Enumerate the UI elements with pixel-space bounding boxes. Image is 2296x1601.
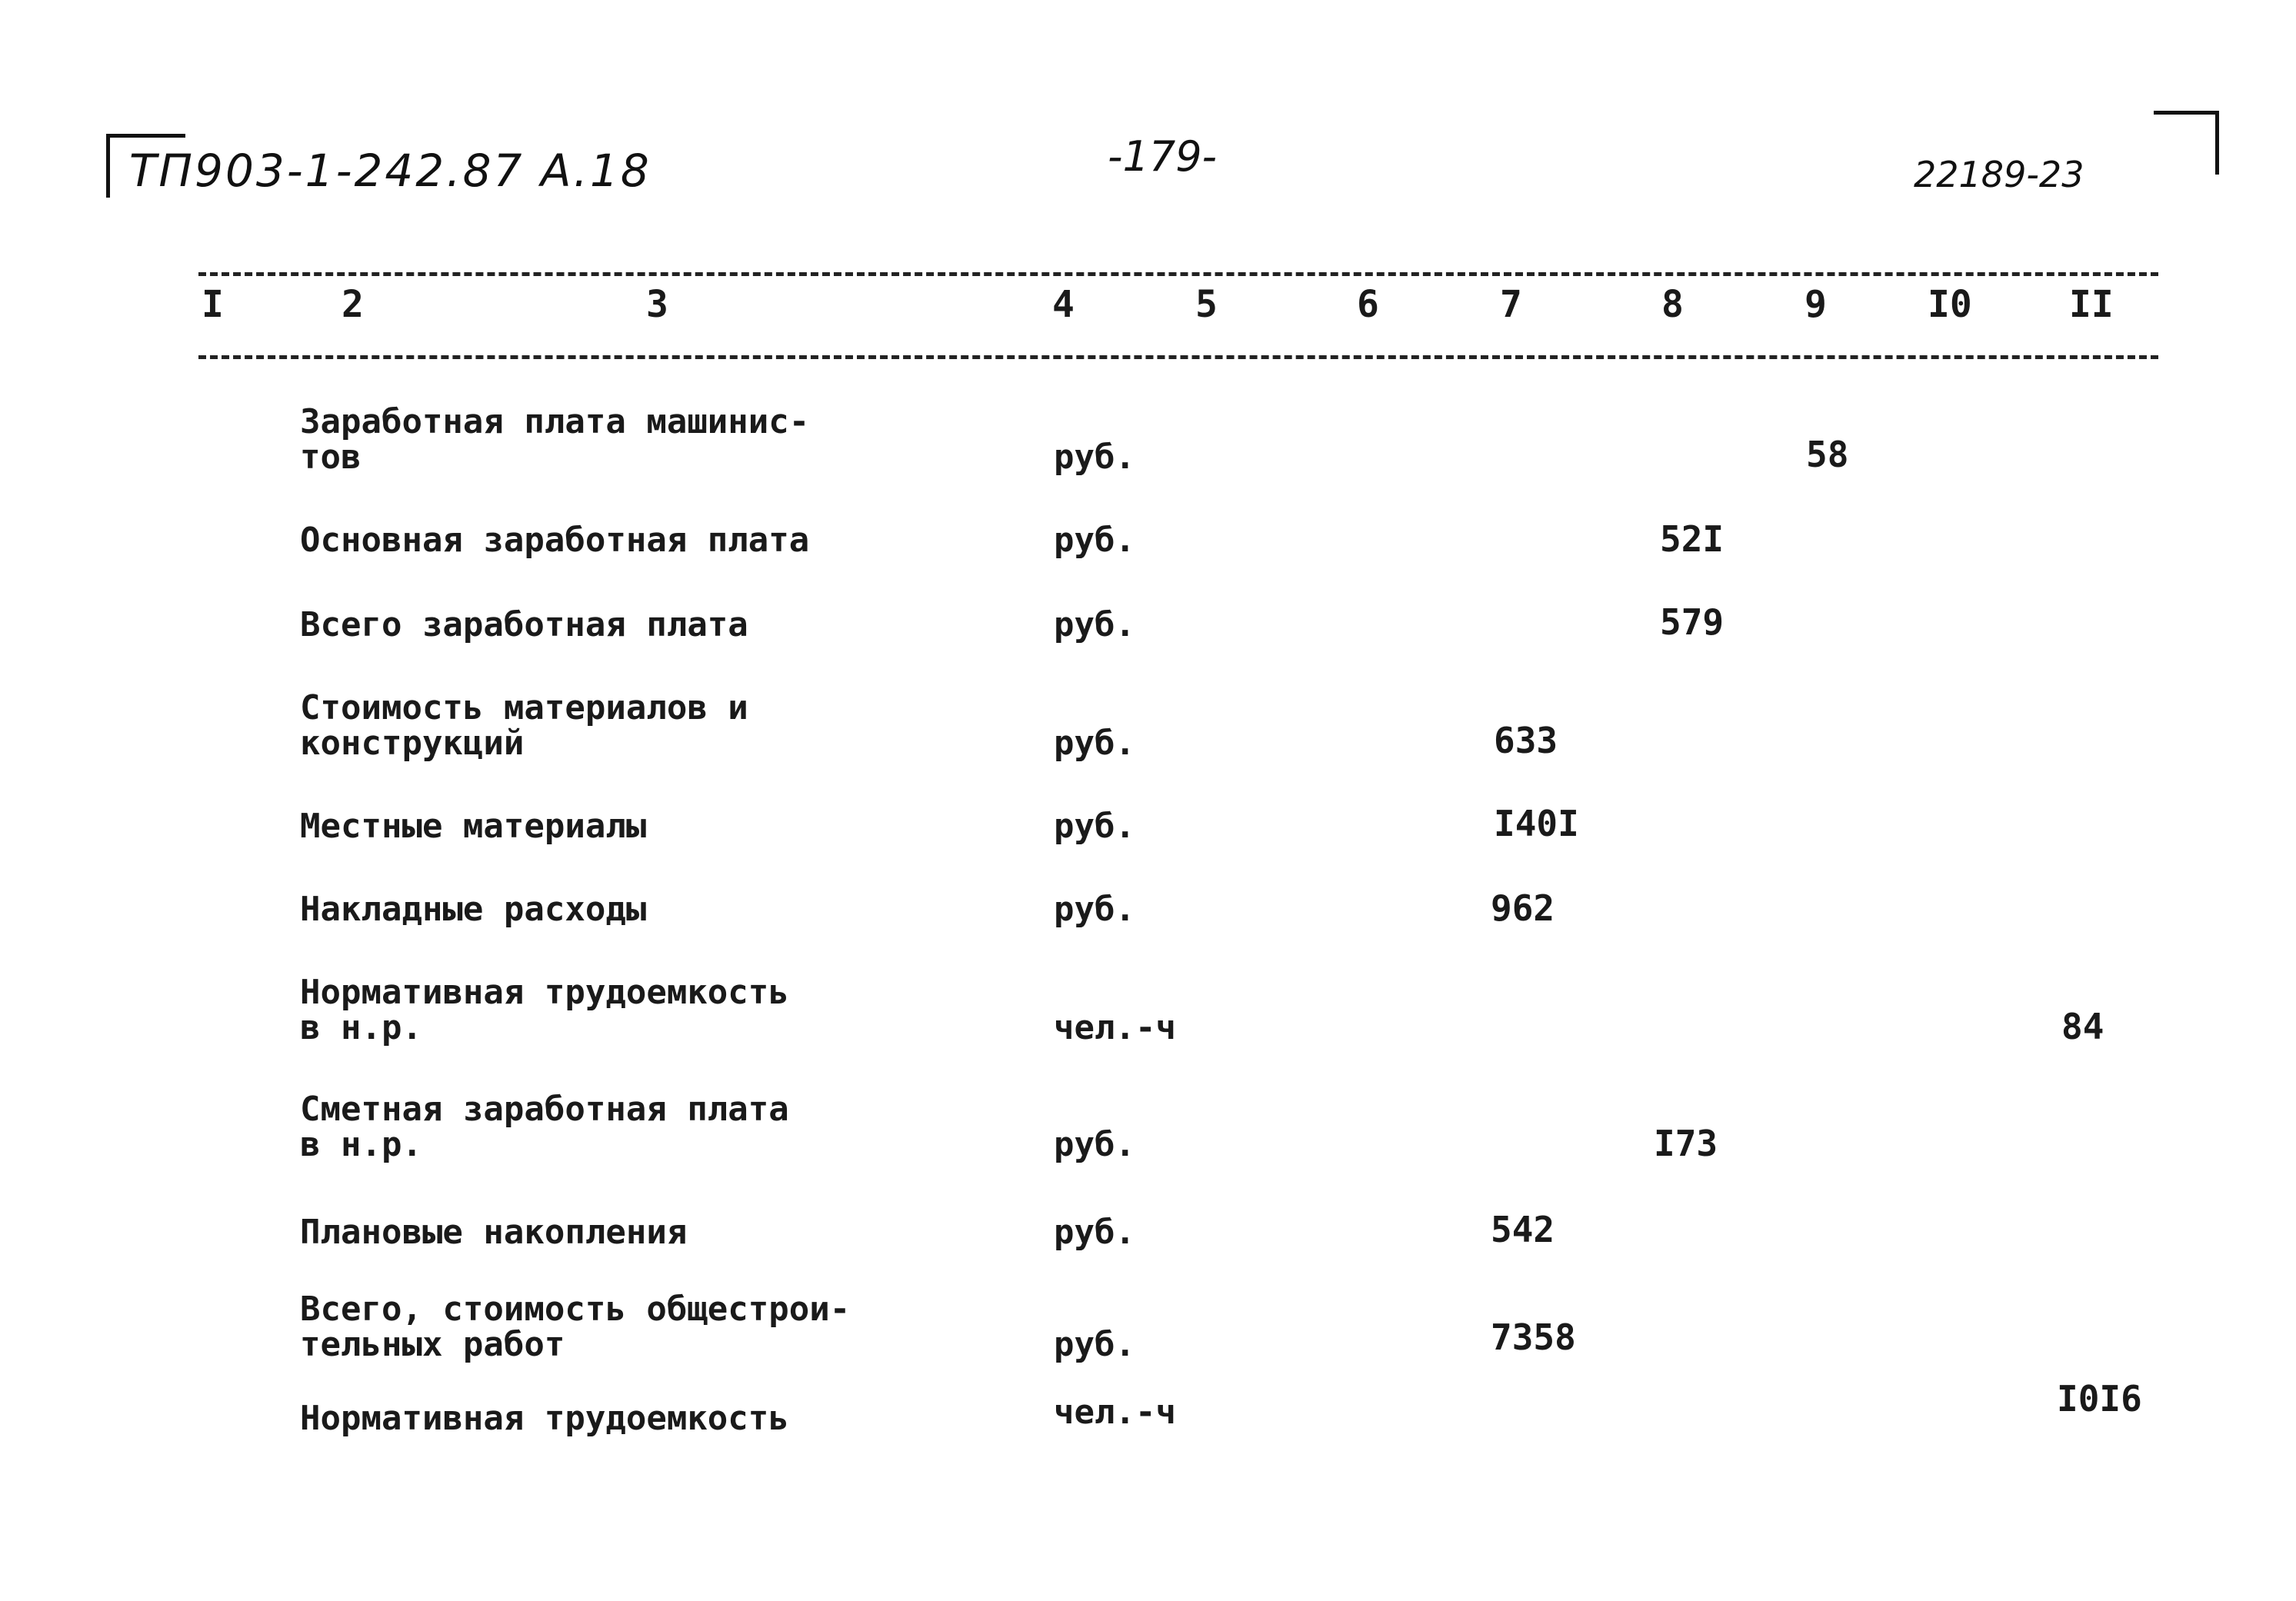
row-name: Стоимость материалов и конструкций [300, 688, 748, 763]
row-name: Нормативная трудоемкость [300, 1399, 789, 1438]
row-value: 542 [1491, 1209, 1555, 1250]
row-name: Местные материалы [300, 807, 647, 846]
corner-mark-right [2154, 111, 2219, 175]
row-value: I40I [1494, 803, 1579, 844]
row-value: 579 [1660, 601, 1724, 643]
row-name: Всего, стоимость общестрои- тельных работ [300, 1290, 851, 1364]
row-name: Накладные расходы [300, 890, 647, 929]
column-number-5: 5 [1195, 283, 1218, 326]
row-value: 7358 [1491, 1316, 1576, 1358]
row-unit: руб. [1054, 1125, 1135, 1164]
column-number-4: 4 [1052, 283, 1075, 326]
column-number-7: 7 [1500, 283, 1522, 326]
row-unit: руб. [1054, 605, 1135, 644]
column-number-10: I0 [1928, 283, 1972, 326]
row-unit: чел.-ч [1054, 1393, 1176, 1432]
column-number-1: I [202, 283, 224, 326]
column-number-11: II [2069, 283, 2114, 326]
row-name: Основная заработная плата [300, 521, 810, 560]
column-number-2: 2 [342, 283, 364, 326]
column-number-8: 8 [1661, 283, 1684, 326]
row-value: 633 [1494, 720, 1558, 761]
row-value: 52I [1660, 518, 1724, 560]
row-unit: руб. [1054, 438, 1135, 477]
row-unit: руб. [1054, 807, 1135, 846]
document-code: ТП903-1-242.87 А.18 [129, 145, 651, 197]
document-number: 22189-23 [1914, 154, 2084, 195]
row-unit: руб. [1054, 890, 1135, 929]
row-unit: чел.-ч [1054, 1008, 1176, 1047]
row-unit: руб. [1054, 724, 1135, 763]
row-name: Нормативная трудоемкость в н.р. [300, 973, 789, 1047]
row-name: Всего заработная плата [300, 605, 748, 644]
row-value: 84 [2061, 1006, 2104, 1047]
row-name: Плановые накопления [300, 1213, 688, 1252]
row-name: Заработная плата машинис- тов [300, 402, 810, 477]
page-number: -179- [1108, 132, 1218, 181]
row-value: 58 [1806, 434, 1849, 475]
row-name: Сметная заработная плата в н.р. [300, 1090, 789, 1164]
row-value: I0I6 [2057, 1378, 2142, 1420]
row-value: 962 [1491, 887, 1555, 929]
row-unit: руб. [1054, 521, 1135, 560]
table-top-rule [198, 272, 2158, 276]
table-header-rule [198, 355, 2158, 359]
column-number-9: 9 [1804, 283, 1827, 326]
row-unit: руб. [1054, 1325, 1135, 1364]
column-number-3: 3 [646, 283, 668, 326]
row-value: I73 [1654, 1123, 1718, 1164]
row-unit: руб. [1054, 1213, 1135, 1252]
column-number-6: 6 [1357, 283, 1379, 326]
